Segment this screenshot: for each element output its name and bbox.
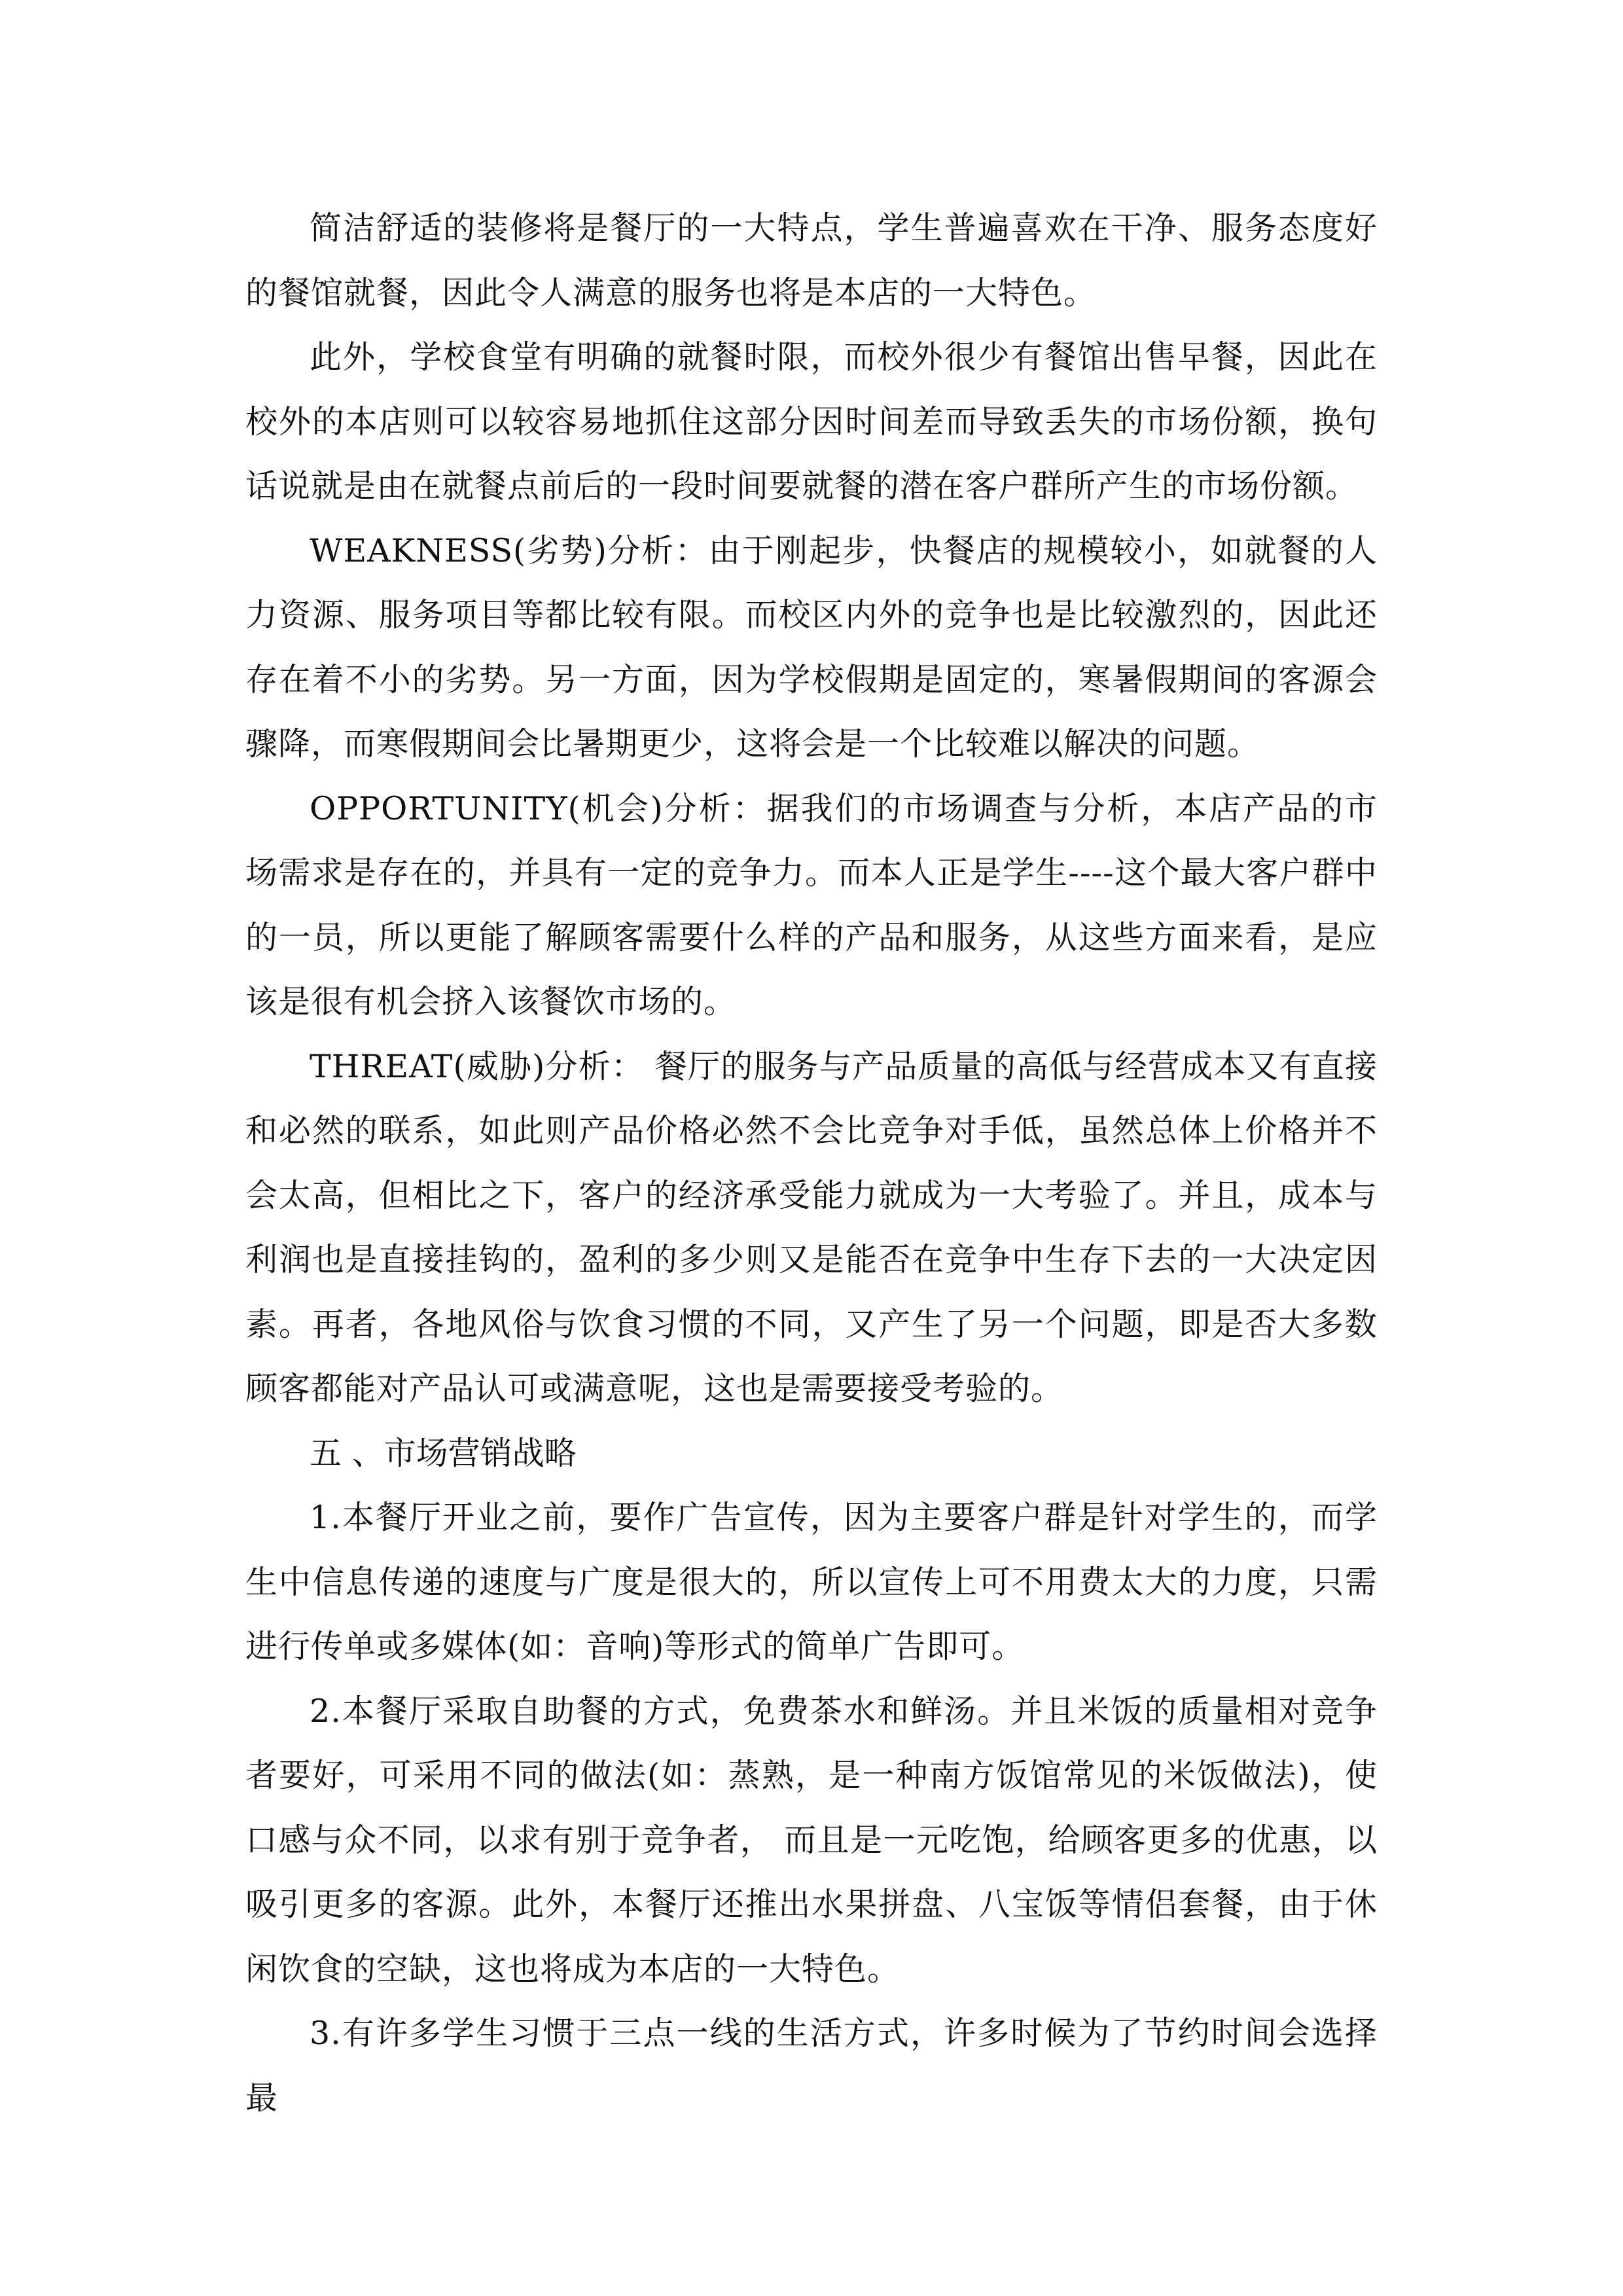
paragraph-weakness: WEAKNESS(劣势)分析：由于刚起步，快餐店的规模较小，如就餐的人力资源、服务项目等都比较有限。而校区内外的竞争也是比较激烈的，因此还存在着不小的劣势。另一方面，因为学校假期是固定的，寒暑假期间的客源会骤降，而寒假期间会比暑期更少，这将会是一个比较难以解决的问题。 bbox=[245, 531, 1378, 762]
section-heading: 五 、市场营销战略 bbox=[310, 1434, 577, 1472]
paragraph-threat: THREAT(威胁)分析： 餐厅的服务与产品质量的高低与经营成本又有直接和必然的联系，如此则产品价格必然不会比竞争对手低，虽然总体上价格并不会太高，但相比之下，客户的经济承受能力就成为一大考验了。并且，成本与利润也是直接挂钩的，盈利的多少则又是能否在竞争中生存下去的一大决定因素。再者，各地风俗与饮食习惯的不同，又产生了另一个问题，即是否大多数顾客都能对产品认可或满意呢，这也是需要接受考验的。 bbox=[245, 1047, 1378, 1407]
strategy-item-3: 3.有许多学生习惯于三点一线的生活方式，许多时候为了节约时间会选择最 bbox=[245, 2015, 1378, 2117]
paragraph-decoration: 简洁舒适的装修将是餐厅的一大特点，学生普遍喜欢在干净、服务态度好的餐馆就餐，因此令人满意的服务也将是本店的一大特色。 bbox=[245, 209, 1378, 312]
paragraph-opportunity: OPPORTUNITY(机会)分析：据我们的市场调查与分析，本店产品的市场需求是存在的，并具有一定的竞争力。而本人正是学生----这个最大客户群中的一员，所以更能了解顾客需要什么样的产品和服务，从这些方面来看，是应该是很有机会挤入该餐饮市场的。 bbox=[245, 789, 1378, 1020]
strategy-item-1: 1.本餐厅开业之前，要作广告宣传，因为主要客户群是针对学生的，而学生中信息传递的速度与广度是很大的，所以宣传上可不用费太大的力度，只需进行传单或多媒体(如：音响)等形式的简单广告即可。 bbox=[245, 1499, 1378, 1665]
document-body bbox=[245, 196, 1378, 2130]
paragraph-breakfast-market: 此外，学校食堂有明确的就餐时限，而校外很少有餐馆出售早餐，因此在校外的本店则可以较容易地抓住这部分因时间差而导致丢失的市场份额，换句话说就是由在就餐点前后的一段时间要就餐的潜在客户群所产生的市场份额。 bbox=[245, 338, 1378, 505]
strategy-item-2: 2.本餐厅采取自助餐的方式，免费茶水和鲜汤。并且米饭的质量相对竞争者要好，可采用不同的做法(如：蒸熟，是一种南方饭馆常见的米饭做法)，使口感与众不同，以求有别于竞争者， 而且是一元吃饱，给顾客更多的优惠，以吸引更多的客源。此外，本餐厅还推出水果拼盘、八宝饭等情侣套餐，由于休闲饮食的空缺，这也将成为本店的一大特色。 bbox=[245, 1692, 1378, 1988]
